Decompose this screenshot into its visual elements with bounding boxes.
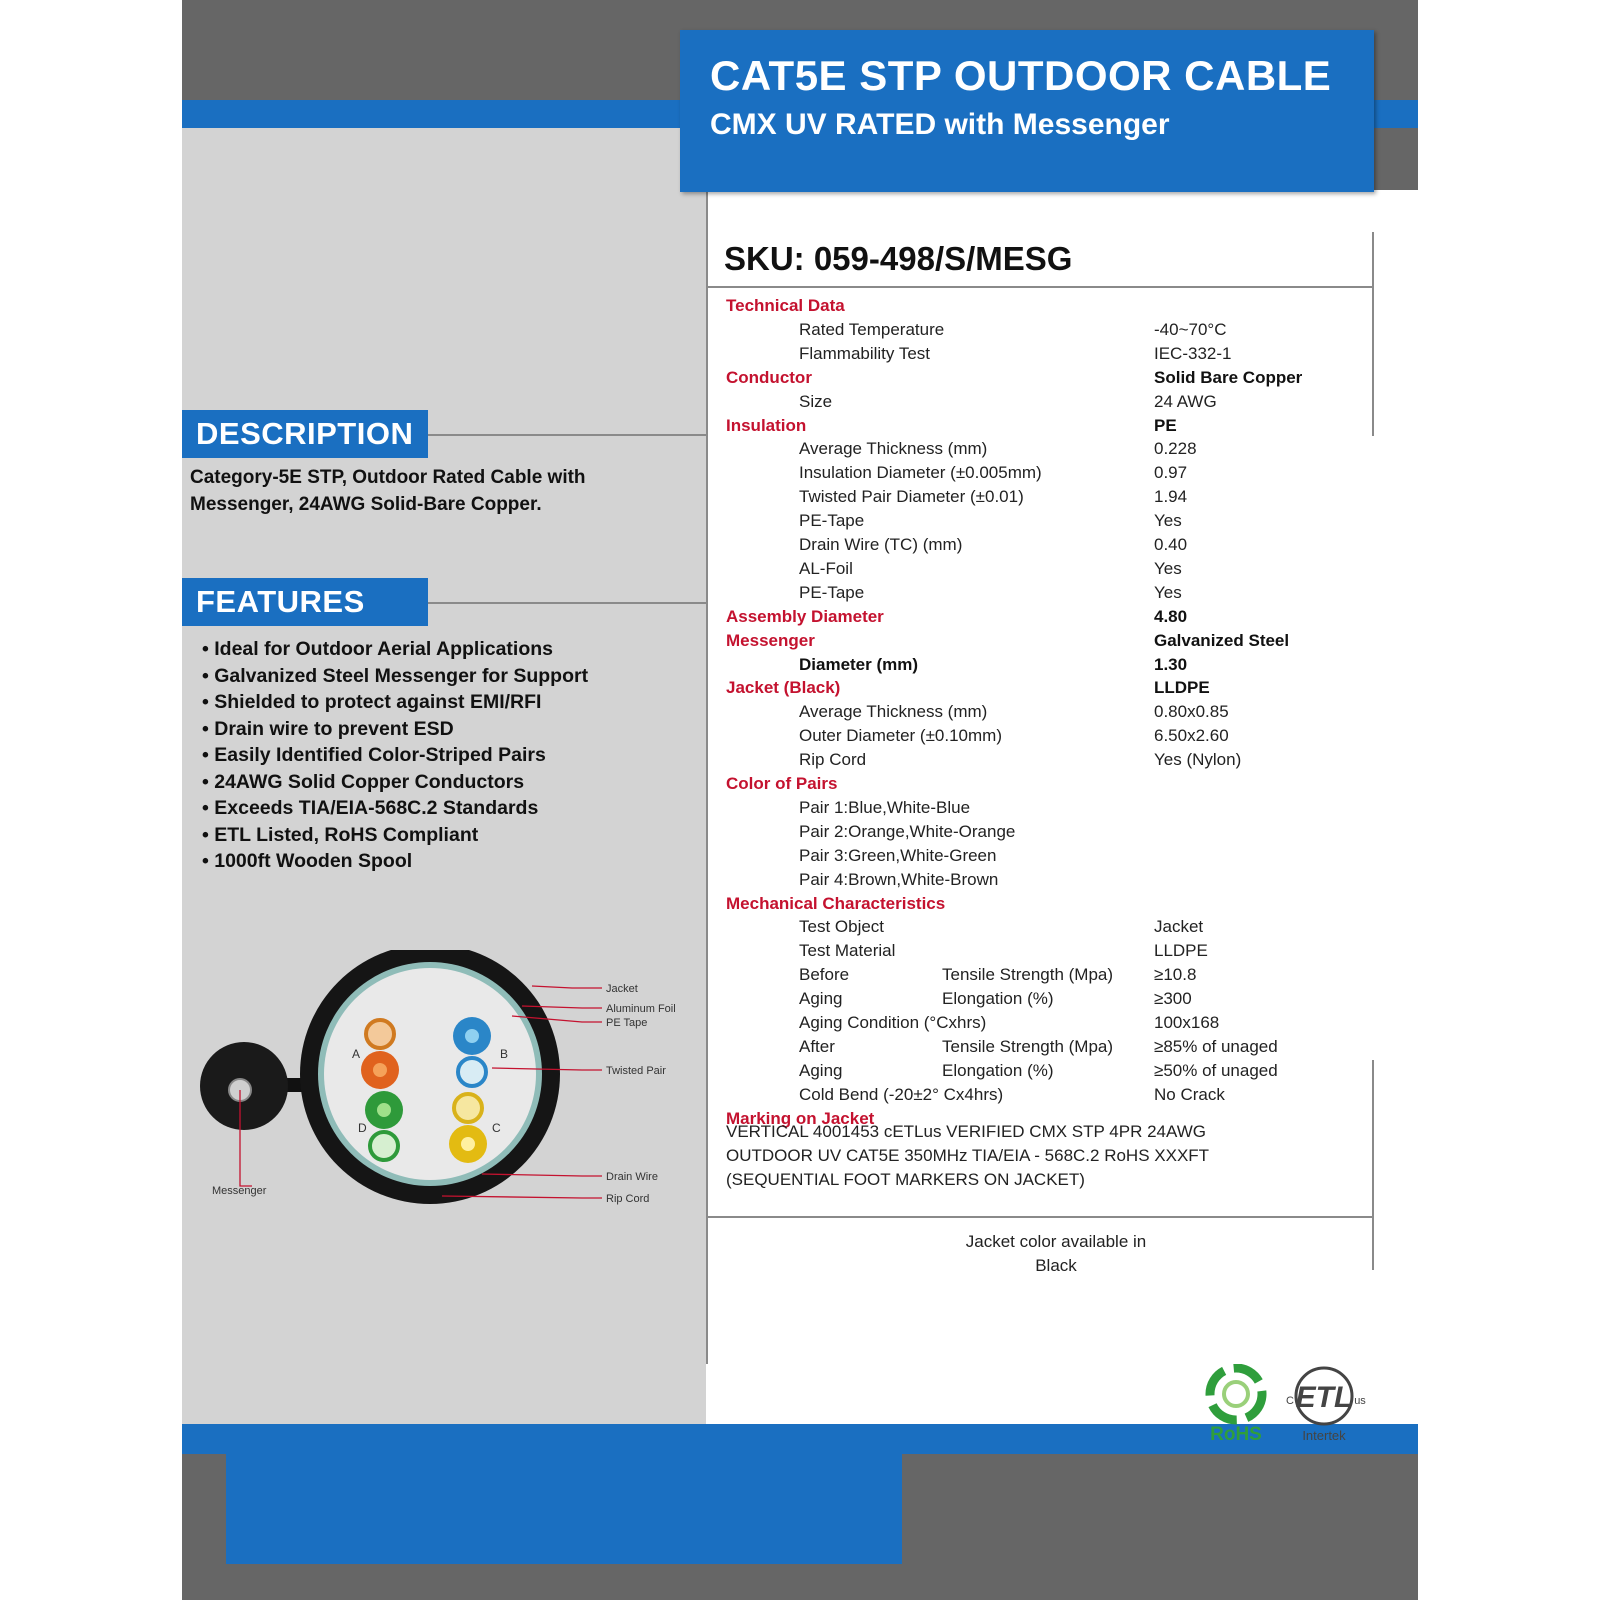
spec-value: Yes	[1154, 582, 1182, 602]
feature-item: • 24AWG Solid Copper Conductors	[202, 770, 525, 793]
feature-item: • Exceeds TIA/EIA-568C.2 Standards	[202, 797, 539, 819]
certification-logos	[1200, 1364, 1376, 1446]
pair-letter: B	[500, 1047, 509, 1061]
rip-cord-label: Rip Cord	[606, 1193, 650, 1205]
spec-section-header: Technical Data	[726, 296, 845, 315]
spec-value: 0.40	[1154, 535, 1188, 554]
description-rule	[428, 434, 706, 436]
description-heading: DESCRIPTION	[182, 410, 428, 458]
description-line: Category-5E STP, Outdoor Rated Cable with	[190, 467, 586, 488]
spec-value: 100x168	[1154, 1013, 1220, 1032]
description-text	[190, 464, 690, 518]
jacket-note-line: Jacket color available in	[965, 1232, 1147, 1251]
twisted-pair-label: Twisted Pair	[606, 1065, 666, 1077]
spec-label: Rip Cord	[799, 750, 867, 770]
spec-section-value: Solid Bare Copper	[1154, 367, 1303, 387]
title-banner	[680, 30, 1374, 192]
spec-label: Cold Bend (-20±2° Cx4hrs)	[799, 1084, 1004, 1104]
messenger-icon	[200, 1042, 302, 1130]
pe-tape-label: PE Tape	[606, 1017, 648, 1029]
spec-value: ≥50% of unaged	[1154, 1060, 1278, 1080]
panel-left-rule	[706, 190, 708, 1364]
spec-section-header: Messenger	[726, 630, 815, 650]
feature-item: • Ideal for Outdoor Aerial Applications	[202, 638, 553, 660]
spec-section-header: Mechanical Characteristics	[726, 893, 946, 913]
spec-label: PE-Tape	[799, 582, 865, 602]
marking-line: (SEQUENTIAL FOOT MARKERS ON JACKET)	[726, 1170, 1085, 1189]
pair-letter: D	[358, 1121, 367, 1135]
cable-cross-section-diagram	[192, 950, 702, 1260]
spec-label: Average Thickness (mm)	[799, 439, 988, 459]
datasheet-page	[182, 0, 1418, 1600]
spec-label: Pair 4:Brown,White-Brown	[799, 869, 999, 889]
spec-label: Rated Temperature	[799, 319, 945, 339]
spec-panel	[706, 190, 1418, 1445]
etl-c-text: C	[1286, 1395, 1294, 1407]
features-rule	[428, 602, 706, 604]
spec-section-header: Assembly Diameter	[726, 606, 884, 626]
etl-logo	[1286, 1368, 1366, 1443]
spec-label: Aging Condition (°Cxhrs)	[799, 1013, 987, 1032]
spec-value: ≥85% of unaged	[1154, 1036, 1278, 1056]
spec-sub-label: Elongation (%)	[942, 1060, 1054, 1080]
feature-item: • Easily Identified Color-Striped Pairs	[202, 744, 546, 766]
spec-label: Aging	[799, 1060, 843, 1080]
marking-line: OUTDOOR UV CAT5E 350MHz TIA/EIA - 568C.2 RoHS XXXFT	[726, 1146, 1210, 1165]
spec-label: PE-Tape	[799, 511, 865, 531]
feature-item: • ETL Listed, RoHS Compliant	[202, 823, 479, 846]
jacket-label: Jacket	[606, 983, 638, 995]
spec-label: Test Object	[799, 917, 885, 937]
spec-sub-label: Elongation (%)	[942, 989, 1054, 1009]
features-list	[202, 636, 588, 875]
spec-section-value: Galvanized Steel	[1154, 630, 1290, 650]
spec-section-header: Color of Pairs	[726, 774, 838, 793]
features-heading: FEATURES	[182, 578, 428, 626]
spec-section-value: 4.80	[1154, 606, 1188, 626]
spec-value: LLDPE	[1154, 941, 1208, 961]
sku-label: SKU: 059-498/S/MESG	[724, 240, 1073, 277]
spec-value: Yes	[1154, 511, 1182, 531]
messenger-label: Messenger	[212, 1185, 267, 1197]
spec-label: Test Material	[799, 941, 896, 961]
spec-value: IEC-332-1	[1154, 343, 1232, 363]
foil-label: Aluminum Foil	[606, 1003, 676, 1015]
spec-label: Average Thickness (mm)	[799, 702, 988, 722]
spec-label: Pair 2:Orange,White-Orange	[799, 821, 1016, 841]
spec-value: Yes (Nylon)	[1154, 750, 1242, 770]
spec-label: Pair 3:Green,White-Green	[799, 845, 997, 865]
spec-value: Jacket	[1154, 917, 1204, 937]
spec-section-header: Jacket (Black)	[726, 678, 841, 698]
spec-label: Twisted Pair Diameter (±0.01)	[799, 487, 1024, 507]
spec-label: Drain Wire (TC) (mm)	[799, 535, 963, 554]
intertek-text: Intertek	[1302, 1428, 1346, 1443]
spec-value: 0.80x0.85	[1154, 702, 1229, 722]
rohs-text: RoHS	[1210, 1424, 1262, 1445]
spec-label: Before	[799, 965, 850, 985]
pair-letter: C	[492, 1121, 501, 1135]
spec-label: Aging	[799, 989, 843, 1009]
etl-us-text: us	[1354, 1395, 1366, 1407]
marking-line: VERTICAL 4001453 cETLus VERIFIED CMX STP 4PR 24AWG	[726, 1122, 1206, 1141]
spec-value: Yes	[1154, 558, 1182, 578]
description-line: Messenger, 24AWG Solid-Bare Copper.	[190, 494, 542, 515]
jacket-color-note	[876, 1230, 1236, 1278]
jacket-note-line: Black	[1035, 1256, 1077, 1275]
spec-value: 24 AWG	[1154, 391, 1217, 411]
feature-item: • Drain wire to prevent ESD	[202, 717, 454, 740]
rohs-logo	[1210, 1368, 1262, 1445]
spec-value: -40~70°C	[1154, 319, 1227, 339]
panel-right-rule-2	[1372, 1060, 1374, 1270]
spec-section-header: Marking on Jacket	[726, 1108, 875, 1128]
spec-label: Size	[799, 391, 833, 411]
spec-label: AL-Foil	[799, 558, 853, 578]
feature-item: • Shielded to protect against EMI/RFI	[202, 691, 542, 713]
spec-label: Pair 1:Blue,White-Blue	[799, 797, 971, 817]
spec-section-value: PE	[1154, 415, 1177, 435]
sku-rule	[708, 286, 1374, 288]
spec-section-value: LLDPE	[1154, 678, 1210, 698]
spec-sub-label: Tensile Strength (Mpa)	[942, 1036, 1114, 1056]
spec-value: 0.228	[1154, 439, 1197, 459]
marking-text	[726, 1120, 1209, 1192]
spec-value: 0.97	[1154, 463, 1188, 483]
spec-value: ≥300	[1154, 989, 1192, 1009]
spec-label: Outer Diameter (±0.10mm)	[799, 726, 1002, 746]
feature-item: • 1000ft Wooden Spool	[202, 850, 413, 872]
spec-label: Diameter (mm)	[799, 654, 919, 674]
panel-right-rule-1	[1372, 232, 1374, 436]
spec-section-header: Conductor	[726, 367, 812, 387]
spec-value: 1.94	[1154, 487, 1188, 507]
spec-label: Flammability Test	[799, 343, 930, 363]
pair-letter: A	[352, 1047, 361, 1061]
spec-label: Insulation Diameter (±0.005mm)	[799, 463, 1042, 483]
spec-value: ≥10.8	[1154, 965, 1197, 985]
page-title: CAT5E STP OUTDOOR CABLE	[710, 52, 1332, 99]
marking-rule	[708, 1216, 1374, 1218]
feature-item: • Galvanized Steel Messenger for Support	[202, 664, 589, 687]
drain-wire-label: Drain Wire	[606, 1171, 658, 1183]
spec-value: No Crack	[1154, 1084, 1225, 1104]
etl-mark-text: ETL	[1295, 1381, 1353, 1414]
page-subtitle: CMX UV RATED with Messenger	[710, 108, 1170, 141]
spec-sub-label: Tensile Strength (Mpa)	[942, 965, 1114, 985]
spec-value: 1.30	[1154, 654, 1188, 674]
spec-label: After	[799, 1036, 835, 1056]
spec-value: 6.50x2.60	[1154, 726, 1229, 746]
core-area	[324, 968, 536, 1180]
spec-section-header: Insulation	[726, 415, 807, 435]
